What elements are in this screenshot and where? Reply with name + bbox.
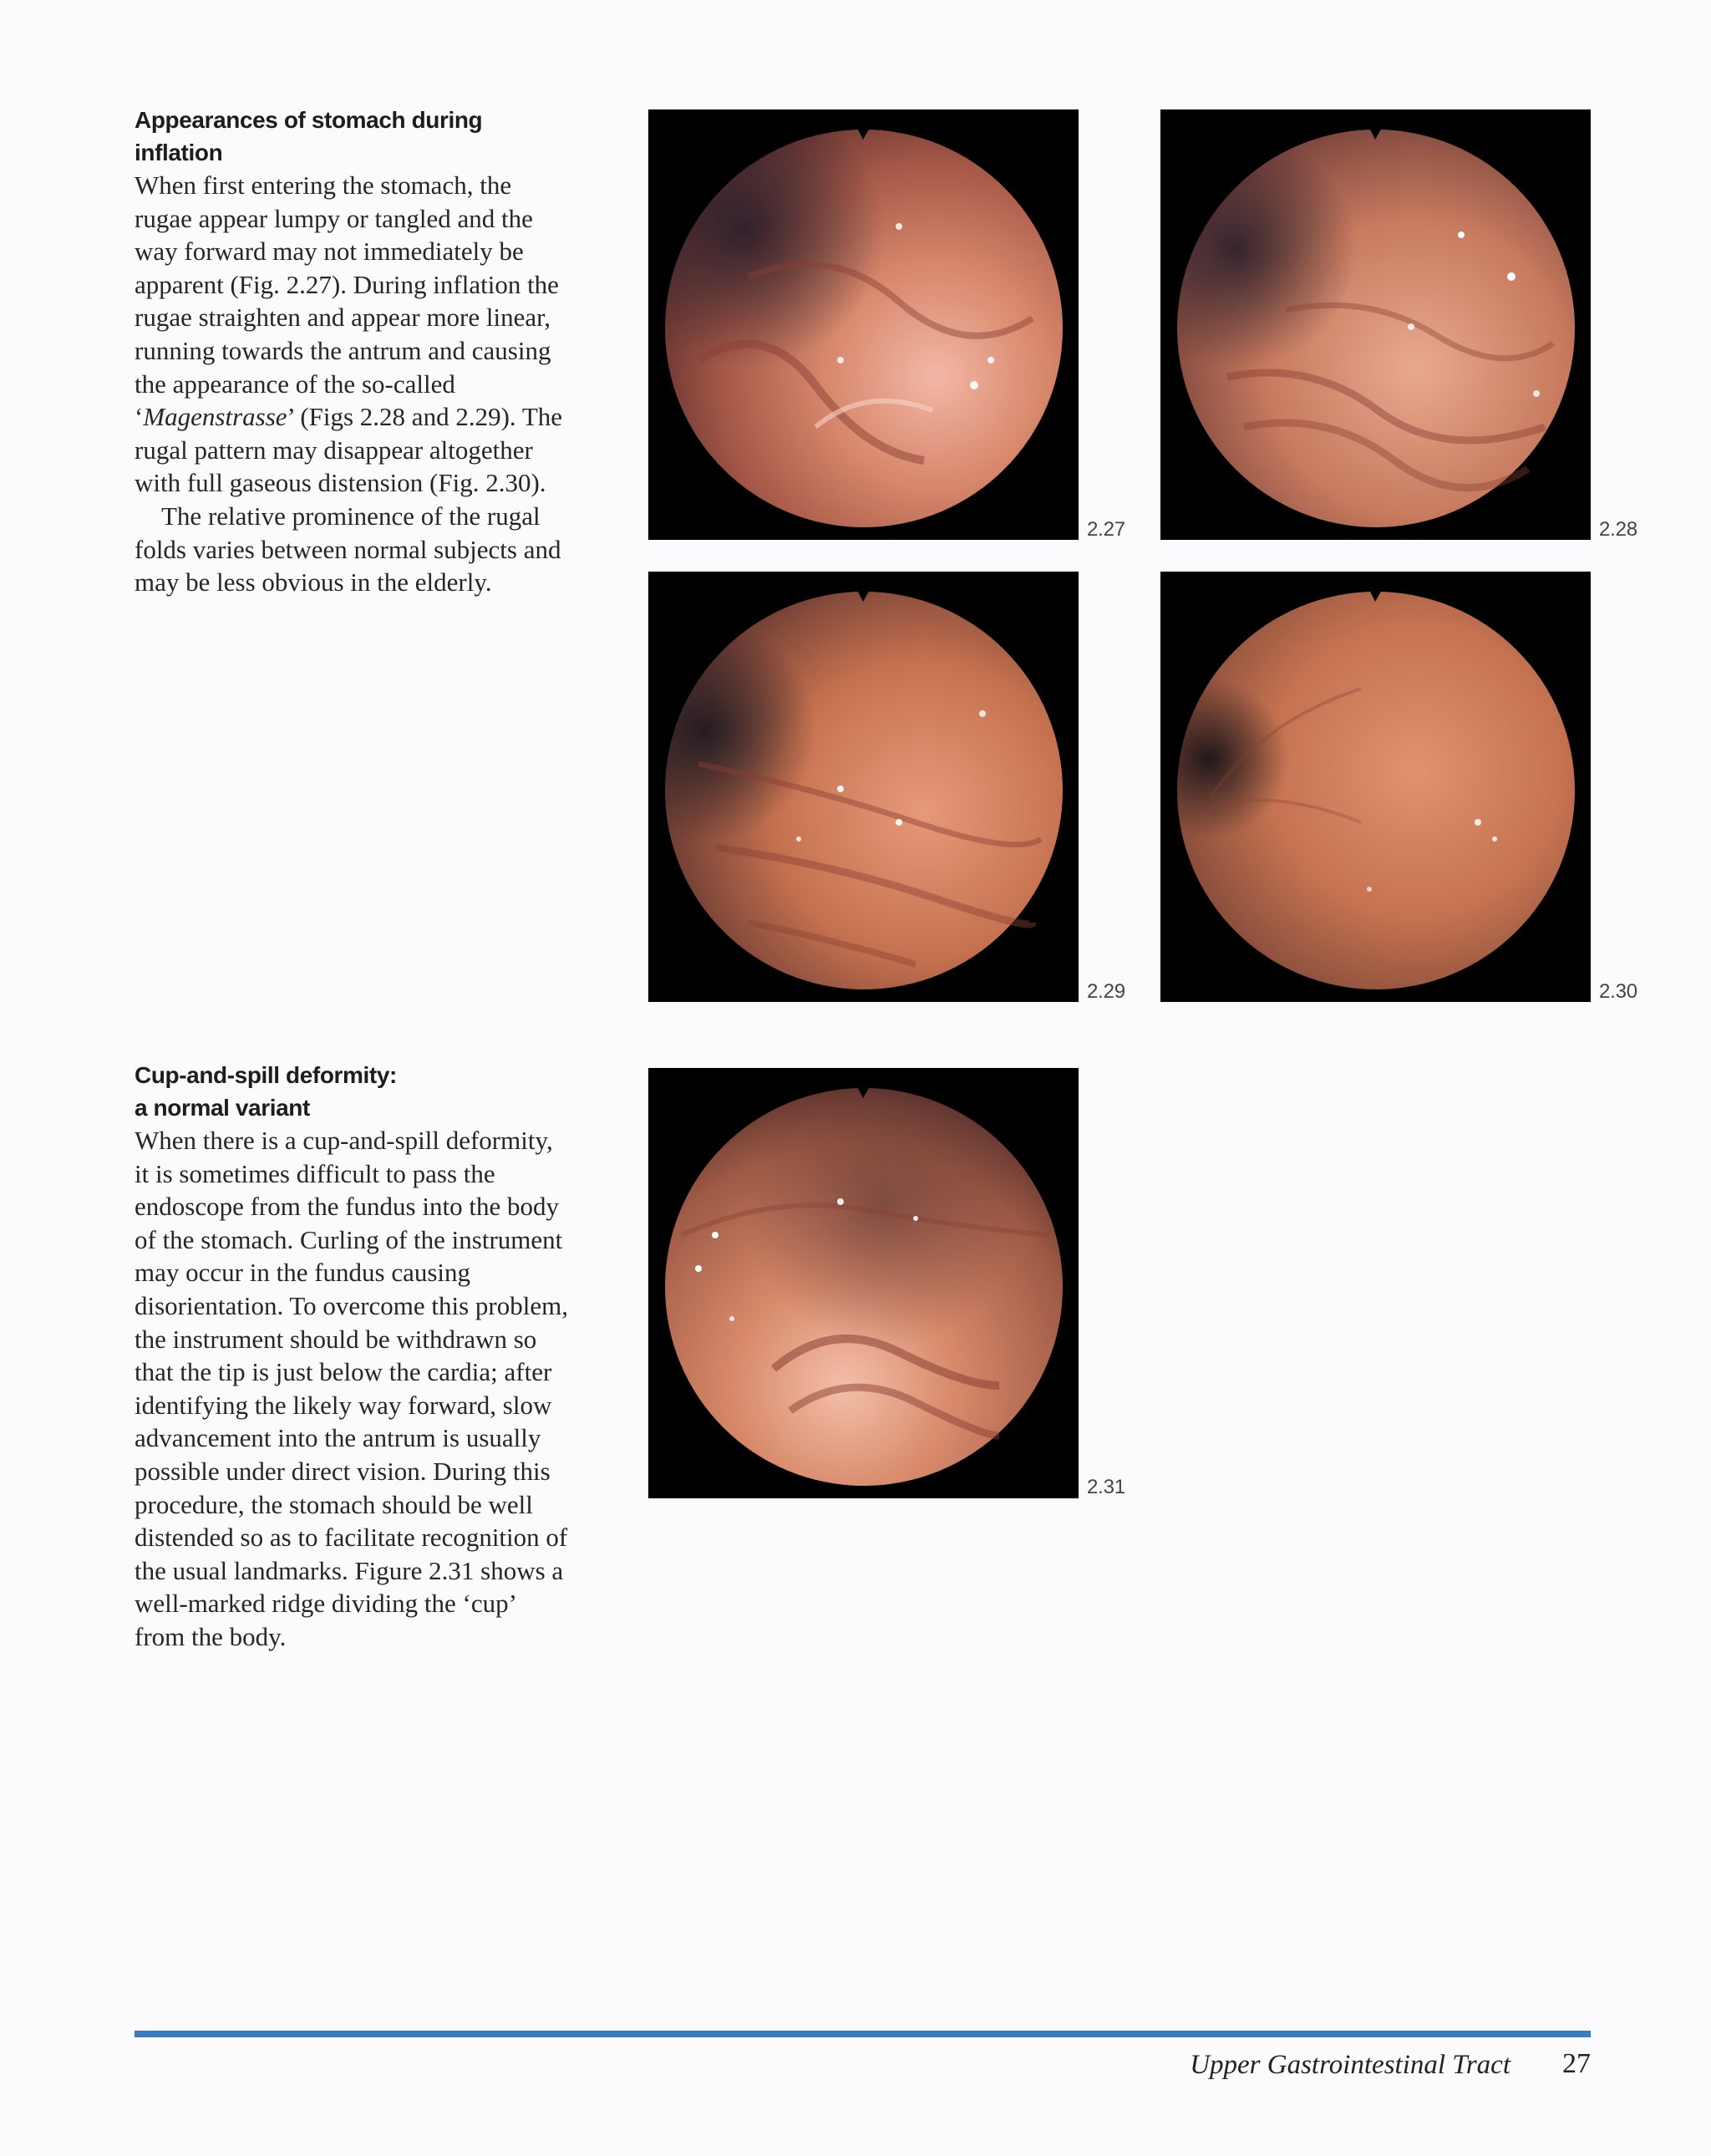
paragraph-inflation-1 (135, 169, 569, 500)
section-cup-and-spill (135, 1059, 569, 1654)
section-heading-inflation: Appearances of stomach during inflation (135, 107, 483, 165)
figure-label-2-30: 2.30 (1599, 980, 1637, 1003)
paragraph-cup-and-spill: When there is a cup-and-spill deformity, it is sometimes difficult to pass the endoscope from the fundus into the body of the stomach. Curling of the instrument may occur in the fundus causing disorientation. To overcome this problem, the instrument should be withdrawn so that the tip is just below the cardia; after identifying the likely way forward, slow advancement into the antrum is usually possible under direct vision. During this procedure, the stomach should be well distended so as to facilitate recognition of the usual landmarks. Figure 2.31 shows a well-marked ridge dividing the ‘cup’ from the body. (135, 1126, 568, 1651)
figure-2-29-endoscopy-image (648, 572, 1079, 1002)
magenstrasse-term: Magenstrasse (143, 402, 287, 432)
endoscopy-view-icon (1160, 572, 1591, 1002)
figure-2-28-endoscopy-image (1160, 109, 1591, 540)
running-title: Upper Gastrointestinal Tract (1190, 2050, 1510, 2080)
endoscopy-view-icon (1160, 109, 1591, 540)
page-number: 27 (1562, 2048, 1591, 2079)
endoscopy-view-icon (648, 109, 1079, 540)
footer-rule (135, 2031, 1591, 2037)
figure-2-30-endoscopy-image (1160, 572, 1591, 1002)
section-inflation (135, 104, 569, 599)
paragraph-inflation-1-part-a: When first entering the stomach, the rugae appear lumpy or tangled and the way forward may not immediately be apparent (Fig. 2.27). During inflation the rugae straighten and appear more linear, running towards the antrum and causing the appearance of the so-called ‘ (135, 170, 559, 432)
endoscopy-view-icon (648, 1068, 1079, 1498)
paragraph-inflation-1-part-b: ’ (Figs 2.28 and 2.29). The rugal pattern may disappear altogether with full gaseous distension (Fig. 2.30). (135, 402, 563, 498)
figure-label-2-28: 2.28 (1599, 518, 1637, 541)
figure-label-2-31: 2.31 (1087, 1476, 1125, 1498)
paragraph-inflation-2: The relative prominence of the rugal folds varies between normal subjects and may be less obvious in the elderly. (135, 501, 561, 597)
figure-label-2-27: 2.27 (1087, 518, 1125, 541)
section-heading-cup-and-spill-line1: Cup-and-spill deformity: (135, 1062, 397, 1088)
figure-2-27-endoscopy-image (648, 109, 1079, 540)
endoscopy-view-icon (648, 572, 1079, 1002)
figure-label-2-29: 2.29 (1087, 980, 1125, 1003)
section-heading-cup-and-spill-line2: a normal variant (135, 1095, 310, 1121)
figure-2-31-endoscopy-image (648, 1068, 1079, 1498)
